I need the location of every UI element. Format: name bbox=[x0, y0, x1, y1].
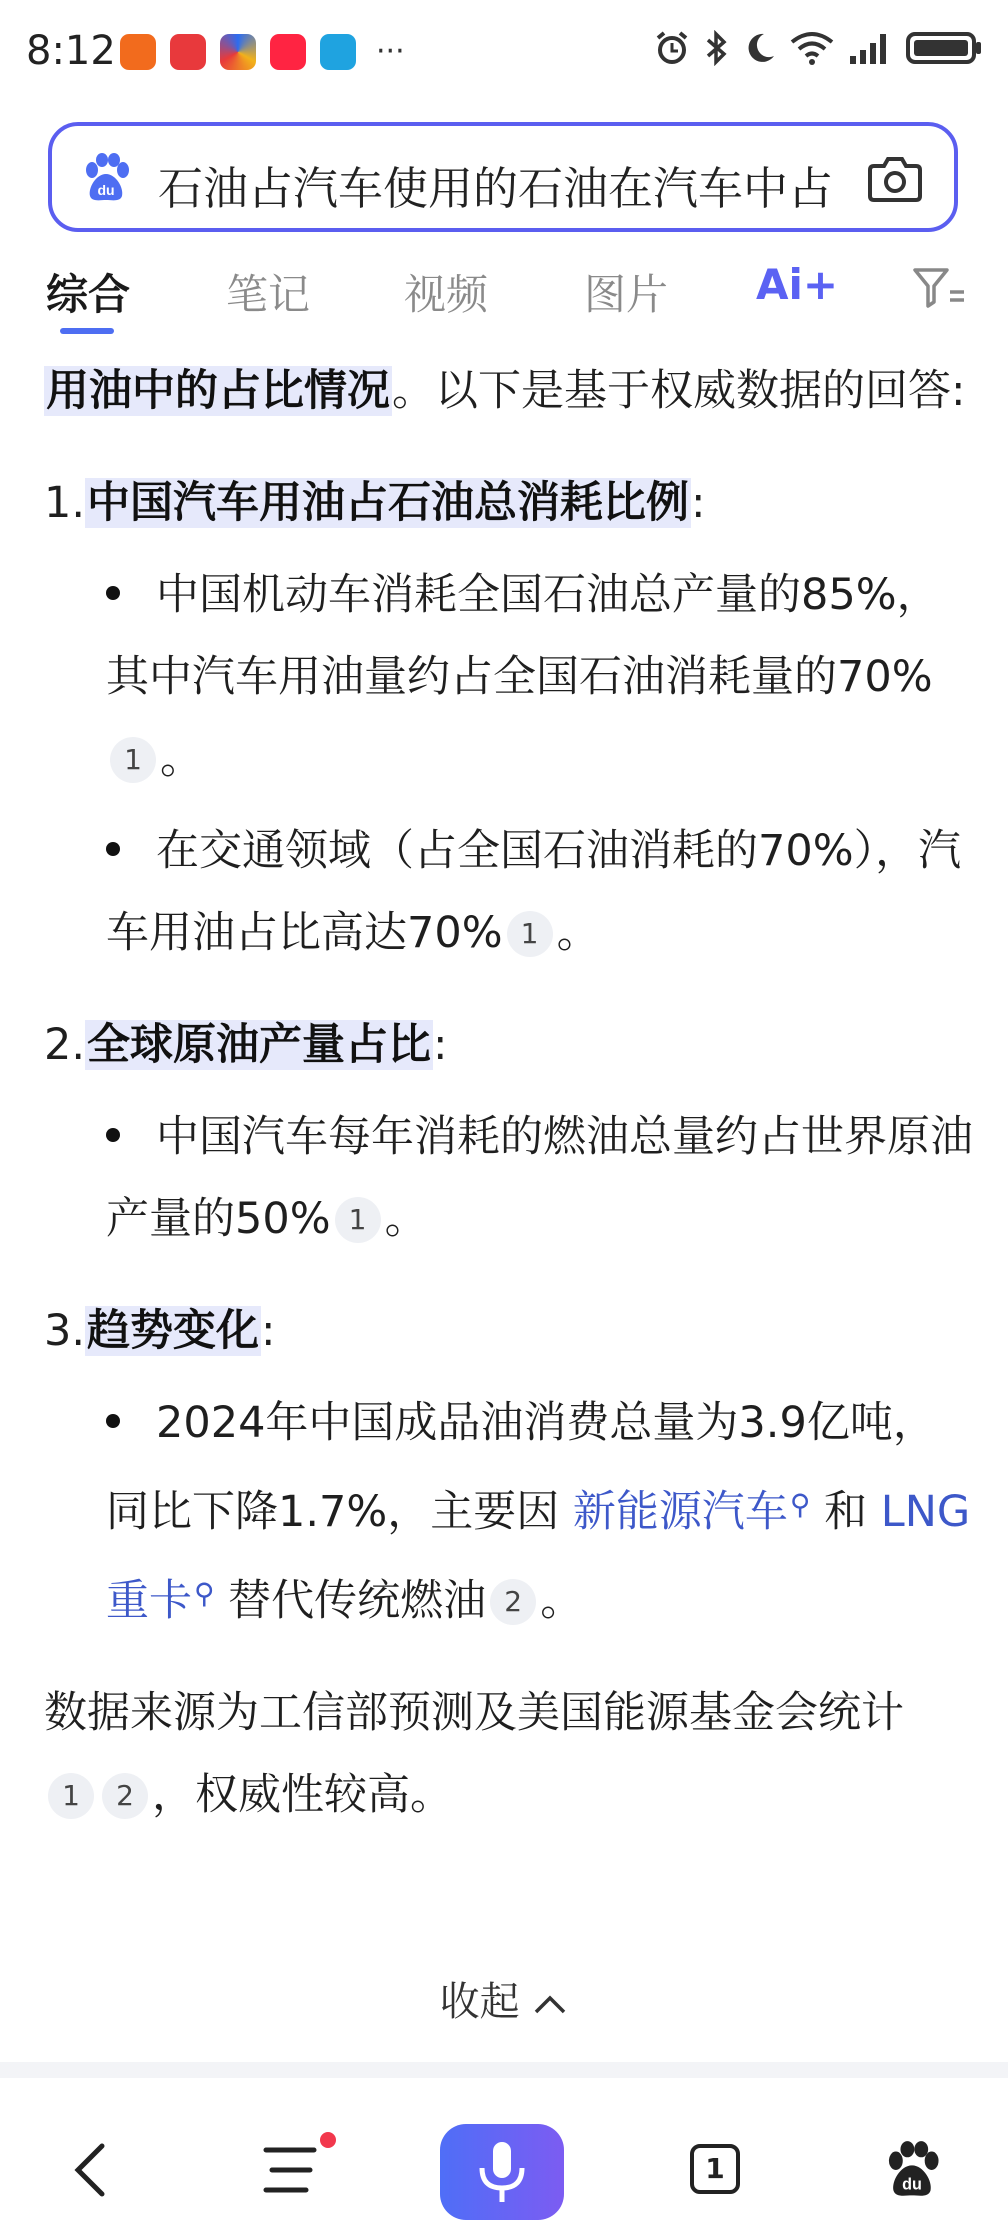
section-divider bbox=[0, 2062, 1008, 2078]
status-bar bbox=[0, 0, 1008, 110]
more-notifications-icon: ··· bbox=[376, 34, 405, 69]
signal-icon bbox=[848, 30, 892, 66]
system-icons bbox=[654, 30, 982, 66]
tab-视频[interactable]: 视频 bbox=[404, 270, 489, 319]
tab-笔记[interactable]: 笔记 bbox=[226, 270, 311, 319]
intro-highlight: 用油中的占比情况 bbox=[46, 366, 390, 416]
search-link-lng-truck[interactable]: LNG重卡⚲ bbox=[106, 1487, 971, 1626]
tab-图片[interactable]: 图片 bbox=[584, 270, 669, 319]
collapse-button[interactable]: 收起 bbox=[0, 1970, 1008, 2027]
moon-icon bbox=[742, 30, 776, 66]
back-icon[interactable] bbox=[70, 2140, 110, 2200]
answer-section-3 bbox=[44, 1290, 974, 1642]
answer-source-note: 数据来源为工信部预测及美国能源基金会统计 1 2 ，权威性较高。 bbox=[44, 1688, 904, 1820]
list-item: 中国机动车消耗全国石油总产量的85%，其中汽车用油量约占全国石油消耗量的70%1 。 bbox=[106, 570, 940, 784]
citation-badge[interactable]: 1 bbox=[335, 1197, 381, 1243]
baidu-paw-icon bbox=[80, 152, 132, 204]
citation-badge[interactable]: 1 bbox=[110, 737, 156, 783]
citation-badge[interactable]: 2 bbox=[490, 1579, 536, 1625]
intro-text: 。以下是基于权威数据的回答: bbox=[392, 366, 966, 416]
bluetooth-icon bbox=[704, 30, 728, 66]
citation-badge[interactable]: 1 bbox=[48, 1773, 94, 1819]
search-icon: ⚲ bbox=[789, 1488, 811, 1521]
voice-search-button[interactable] bbox=[440, 2124, 564, 2220]
wifi-icon bbox=[790, 30, 834, 66]
bullet-dot bbox=[106, 842, 120, 856]
ai-answer bbox=[44, 350, 974, 1836]
menu-button[interactable] bbox=[262, 2144, 318, 2200]
svg-text:du: du bbox=[902, 2175, 922, 2194]
bottom-nav bbox=[0, 2110, 1008, 2232]
battery-icon bbox=[906, 30, 982, 66]
list-item: 在交通领域（占全国石油消耗的70%），汽车用油占比高达70% 1 。 bbox=[106, 826, 962, 958]
app-icon-xiaohongshu bbox=[270, 34, 306, 70]
answer-intro bbox=[44, 350, 974, 432]
alarm-icon bbox=[654, 30, 690, 66]
bullet-dot bbox=[106, 1128, 120, 1142]
status-time: 8:12 bbox=[26, 28, 116, 74]
section-title: 3.趋势变化: bbox=[44, 1306, 276, 1356]
notification-dot bbox=[320, 2132, 336, 2148]
camera-icon[interactable] bbox=[868, 152, 922, 204]
answer-section-2 bbox=[44, 1004, 974, 1260]
citation-badge[interactable]: 1 bbox=[507, 911, 553, 957]
menu-icon bbox=[262, 2144, 318, 2196]
search-bar[interactable] bbox=[48, 122, 958, 232]
section-title: 1.中国汽车用油占石油总消耗比例: bbox=[44, 478, 706, 528]
filter-icon[interactable] bbox=[912, 266, 966, 310]
notification-icons bbox=[120, 34, 405, 70]
tab-综合[interactable]: 综合 bbox=[46, 270, 131, 319]
list-item: 中国汽车每年消耗的燃油总量约占世界原油产量的50% 1 。 bbox=[106, 1112, 973, 1244]
app-icon-blue bbox=[320, 34, 356, 70]
answer-section-1 bbox=[44, 462, 974, 974]
microphone-icon bbox=[440, 2124, 564, 2220]
app-icon-multicolor bbox=[220, 34, 256, 70]
chevron-up-icon bbox=[532, 1992, 568, 2016]
bullet-dot bbox=[106, 586, 120, 600]
active-tab-indicator bbox=[60, 328, 114, 334]
svg-text:du: du bbox=[97, 182, 115, 198]
search-tabs bbox=[0, 256, 1008, 336]
app-icon-red bbox=[170, 34, 206, 70]
tab-ai[interactable]: Ai+ bbox=[756, 260, 839, 309]
list-item: 2024年中国成品油消费总量为3.9亿吨，同比下降1.7%，主要因 新能源汽车⚲ 和 LNG重卡⚲ 替代传统燃油 2 。 bbox=[106, 1398, 971, 1626]
app-icon-orange bbox=[120, 34, 156, 70]
citation-badge[interactable]: 2 bbox=[102, 1773, 148, 1819]
search-input[interactable]: 石油占汽车使用的石油在汽车中占 bbox=[158, 162, 834, 215]
search-link-new-energy-vehicle[interactable]: 新能源汽车⚲ bbox=[572, 1487, 811, 1537]
baidu-home-icon[interactable] bbox=[882, 2140, 942, 2200]
tab-count-button[interactable]: 1 bbox=[690, 2144, 740, 2194]
search-icon: ⚲ bbox=[194, 1577, 215, 1610]
section-title: 2.全球原油产量占比: bbox=[44, 1020, 448, 1070]
bullet-dot bbox=[106, 1414, 120, 1428]
